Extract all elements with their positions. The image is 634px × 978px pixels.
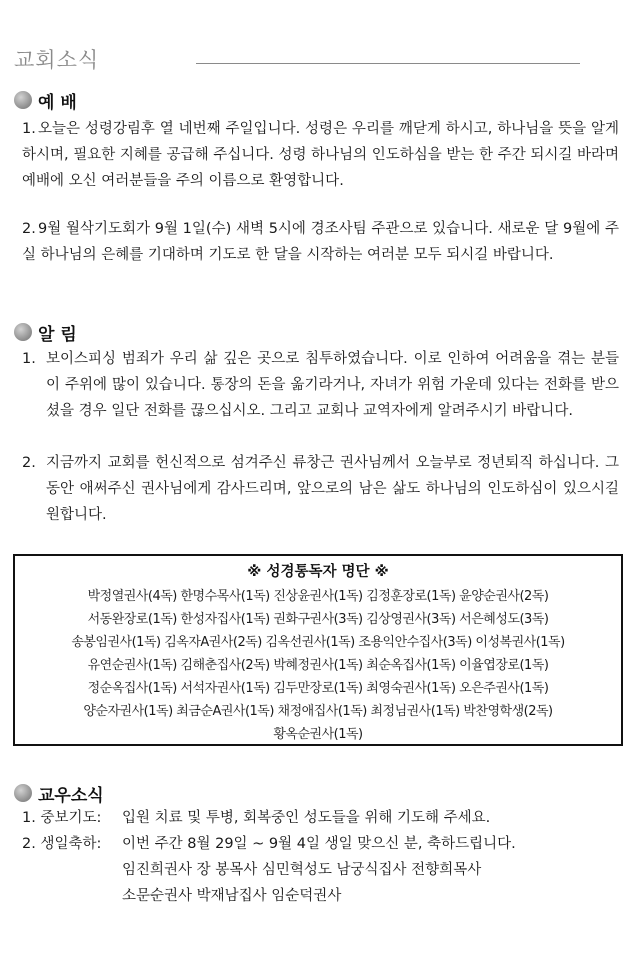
readers-line: 송봉임권사(1독) 김옥자A권사(2독) 김옥선권사(1독) 조용익안수집사(3독) 이성복권사(1독) [71, 635, 565, 650]
item-text: 9월 월삭기도회가 9월 1일(수) 새벽 5시에 경조사팀 주관으로 있습니다. 새로운 달 9월에 주실 하나님의 은혜를 기대하며 기도로 한 달을 시작하는 여러분 모두 되시길 바랍니다. [22, 221, 619, 263]
title-rule [196, 63, 580, 64]
birthday-text: 이번 주간 8월 29일 ~ 9월 4일 생일 맞으신 분, 축하드립니다. [122, 836, 516, 852]
item-text: 오늘은 성령강림후 열 네번째 주일입니다. 성령은 우리를 깨닫게 하시고, 하나님을 뜻을 알게 하시며, 필요한 지혜를 공급해 주십니다. 성령 하나님의 인도하심을 받는 한 주간 되시길 바라며 예배에 오신 여러분들을 주의 이름으로 환영합니다. [22, 121, 619, 189]
gray-circle-bullet-icon [14, 784, 32, 802]
gray-circle-bullet-icon [14, 323, 32, 341]
section-heading-label: 예 배 [38, 92, 77, 113]
readers-box-title: ※ 성경통독자 명단 ※ [247, 564, 389, 580]
item-number: 1. [22, 121, 36, 137]
readers-line: 황옥순권사(1독) [273, 727, 363, 742]
birthday-names-line: 소문순권사 박재남집사 임순덕권사 [122, 888, 342, 904]
notice-item-1 [22, 346, 619, 424]
notice-item-2 [22, 450, 619, 528]
birthday-names-line: 임진희권사 장 봉목사 심민혁성도 남궁식집사 전향희목사 [122, 862, 482, 878]
item-number: 1. [22, 351, 36, 367]
item-text: 보이스피싱 범죄가 우리 삶 깊은 곳으로 침투하였습니다. 이로 인하여 어려움을 겪는 분들이 주위에 많이 있습니다. 통장의 돈을 옮기라거나, 자녀가 위험 가운데 있다는 전화를 받으셨을 경우 일단 전화를 끊으십시오. 그리고 교회나 교역자에게 알려주시기 바랍니다. [46, 351, 619, 419]
section-heading-label: 알 림 [38, 324, 77, 345]
section-worship-heading [14, 88, 77, 112]
readers-line: 유연순권사(1독) 김해춘집사(2독) 박혜정권사(1독) 최순옥집사(1독) 이율엽장로(1독) [87, 658, 549, 673]
readers-line: 정순옥집사(1독) 서석자권사(1독) 김두만장로(1독) 최영숙권사(1독) 오은주권사(1독) [87, 681, 549, 696]
worship-item-2 [22, 216, 619, 268]
item-number: 2. [22, 221, 36, 237]
prayer-text: 입원 치료 및 투병, 회복중인 성도들을 위해 기도해 주세요. [122, 810, 491, 826]
item-number: 2. [22, 455, 36, 471]
prayer-label: 1. 중보기도: [22, 810, 102, 826]
readers-line: 양순자권사(1독) 최금순A권사(1독) 채정애집사(1독) 최정님권사(1독) 박찬영학생(2독) [83, 704, 553, 719]
page-title: 교회소식 [14, 48, 100, 72]
bible-readers-box [13, 554, 623, 746]
section-notice-heading [14, 320, 77, 344]
readers-line: 박정열권사(4독) 한명수목사(1독) 진상윤권사(1독) 김정훈장로(1독) 윤양순권사(2독) [87, 589, 549, 604]
worship-item-1 [22, 116, 619, 194]
birthday-label: 2. 생일축하: [22, 836, 102, 852]
section-members-heading [14, 781, 104, 805]
item-text: 지금까지 교회를 헌신적으로 섬겨주신 류창근 권사님께서 오늘부로 정년퇴직 하십니다. 그동안 애써주신 권사님에게 감사드리며, 앞으로의 남은 삶도 하나님의 인도하심이 있으시길 원합니다. [46, 455, 619, 523]
section-heading-label: 교우소식 [38, 785, 104, 806]
gray-circle-bullet-icon [14, 91, 32, 109]
readers-line: 서동완장로(1독) 한성자집사(1독) 권화구권사(3독) 김상영권사(3독) 서은혜성도(3독) [87, 612, 549, 627]
